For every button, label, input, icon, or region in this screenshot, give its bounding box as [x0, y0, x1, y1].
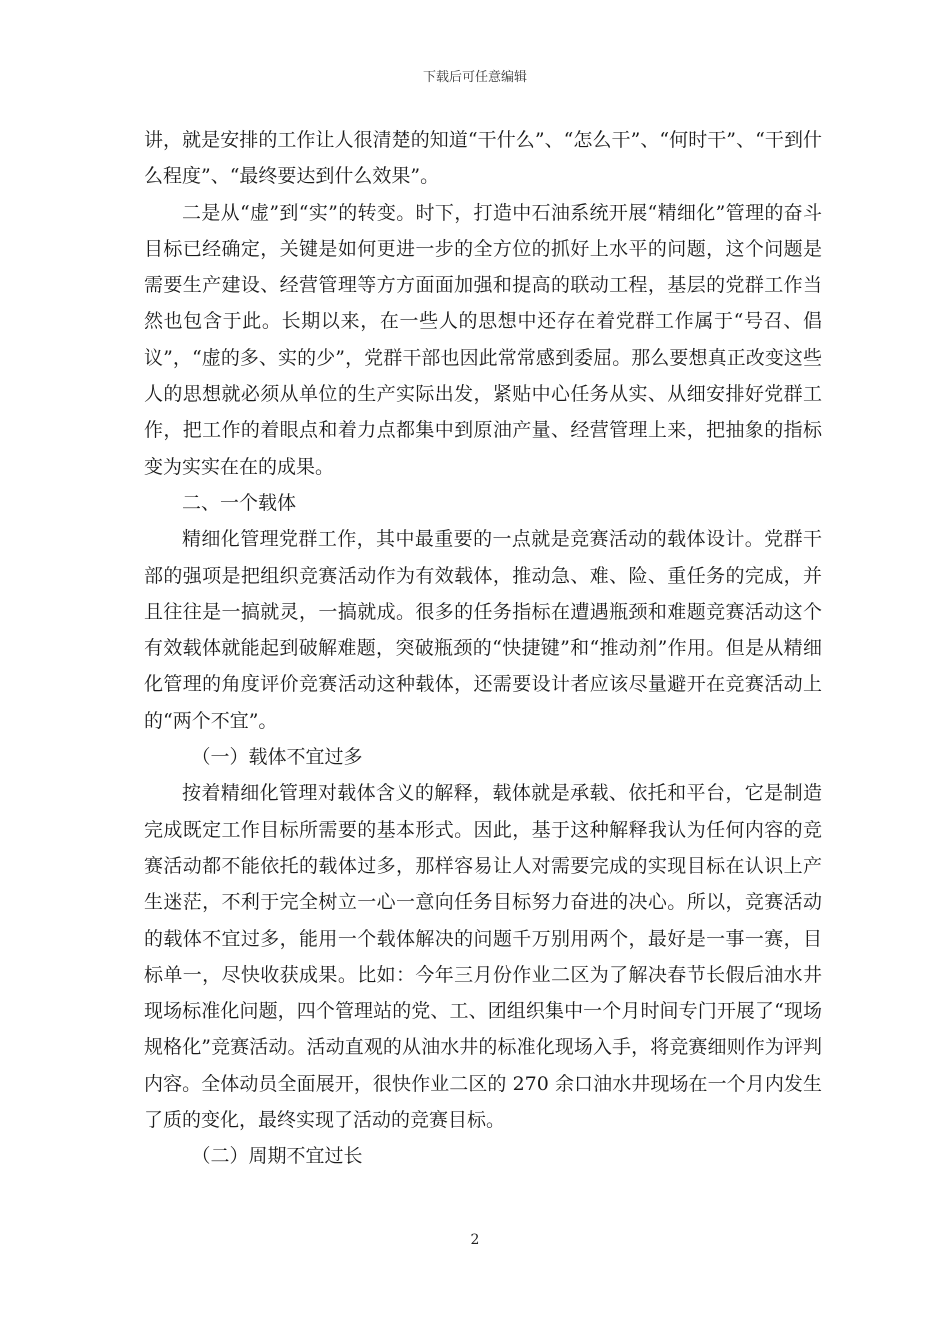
document-body [144, 122, 822, 1175]
paragraph-carrier-explanation: 按着精细化管理对载体含义的解释，载体就是承载、依托和平台，它是制造完成既定工作目标所需要的基本形式。因此，基于这种解释我认为任何内容的竞赛活动都不能依托的载体过多，那样容易让人对需要完成的实现目标在认识上产生迷茫，不利于完全树立一心一意向任务目标努力奋进的决心。所以，竞赛活动的载体不宜过多，能用一个载体解决的问题千万别用两个，最好是一事一赛，目标单一，尽快收获成果。比如：今年三月份作业二区为了解决春节长假后油水井现场标准化问题，四个管理站的党、工、团组织集中一个月时间专门开展了“现场规格化”竞赛活动。活动直观的从油水井的标准化现场入手，将竞赛细则作为评判内容。全体动员全面展开，很快作业二区的 270 余口油水井现场在一个月内发生了质的变化，最终实现了活动的竞赛目标。 [144, 782, 822, 1132]
subheading-carrier-not-too-many: （一）载体不宜过多 [191, 746, 363, 769]
section-heading-one-carrier: 二、一个载体 [182, 491, 297, 514]
page-number: 2 [470, 1232, 480, 1248]
page-header-note: 下载后可任意编辑 [422, 70, 527, 85]
paragraph-competition-carrier: 精细化管理党群工作，其中最重要的一点就是竞赛活动的载体设计。党群干部的强项是把组织竞赛活动作为有效载体，推动急、难、险、重任务的完成，并且往往是一搞就灵，一搞就成。很多的任务指标在遭遇瓶颈和难题竞赛活动这个有效载体就能起到破解难题，突破瓶颈的“快捷键”和“推动剂”作用。但是从精细化管理的角度评价竞赛活动这种载体，还需要设计者应该尽量避开在竞赛活动上的“两个不宜”。 [144, 528, 822, 732]
paragraph-continuation: 讲，就是安排的工作让人很清楚的知道“干什么”、“怎么干”、“何时干”、“干到什么程度”、“最终要达到什么效果”。 [144, 129, 822, 188]
paragraph-virtual-to-real: 二是从“虚”到“实”的转变。时下，打造中石油系统开展“精细化”管理的奋斗目标已经确定，关键是如何更进一步的全方位的抓好上水平的问题，这个问题是需要生产建设、经营管理等方方面面加强和提高的联动工程，基层的党群工作当然也包含于此。长期以来，在一些人的思想中还存在着党群工作属于“号召、倡议”，“虚的多、实的少”，党群干部也因此常常感到委屈。那么要想真正改变这些人的思想就必须从单位的生产实际出发，紧贴中心任务从实、从细安排好党群工作，把工作的着眼点和着力点都集中到原油产量、经营管理上来，把抽象的指标变为实实在在的成果。 [144, 201, 822, 478]
subheading-period-not-too-long: （二）周期不宜过长 [191, 1145, 363, 1168]
